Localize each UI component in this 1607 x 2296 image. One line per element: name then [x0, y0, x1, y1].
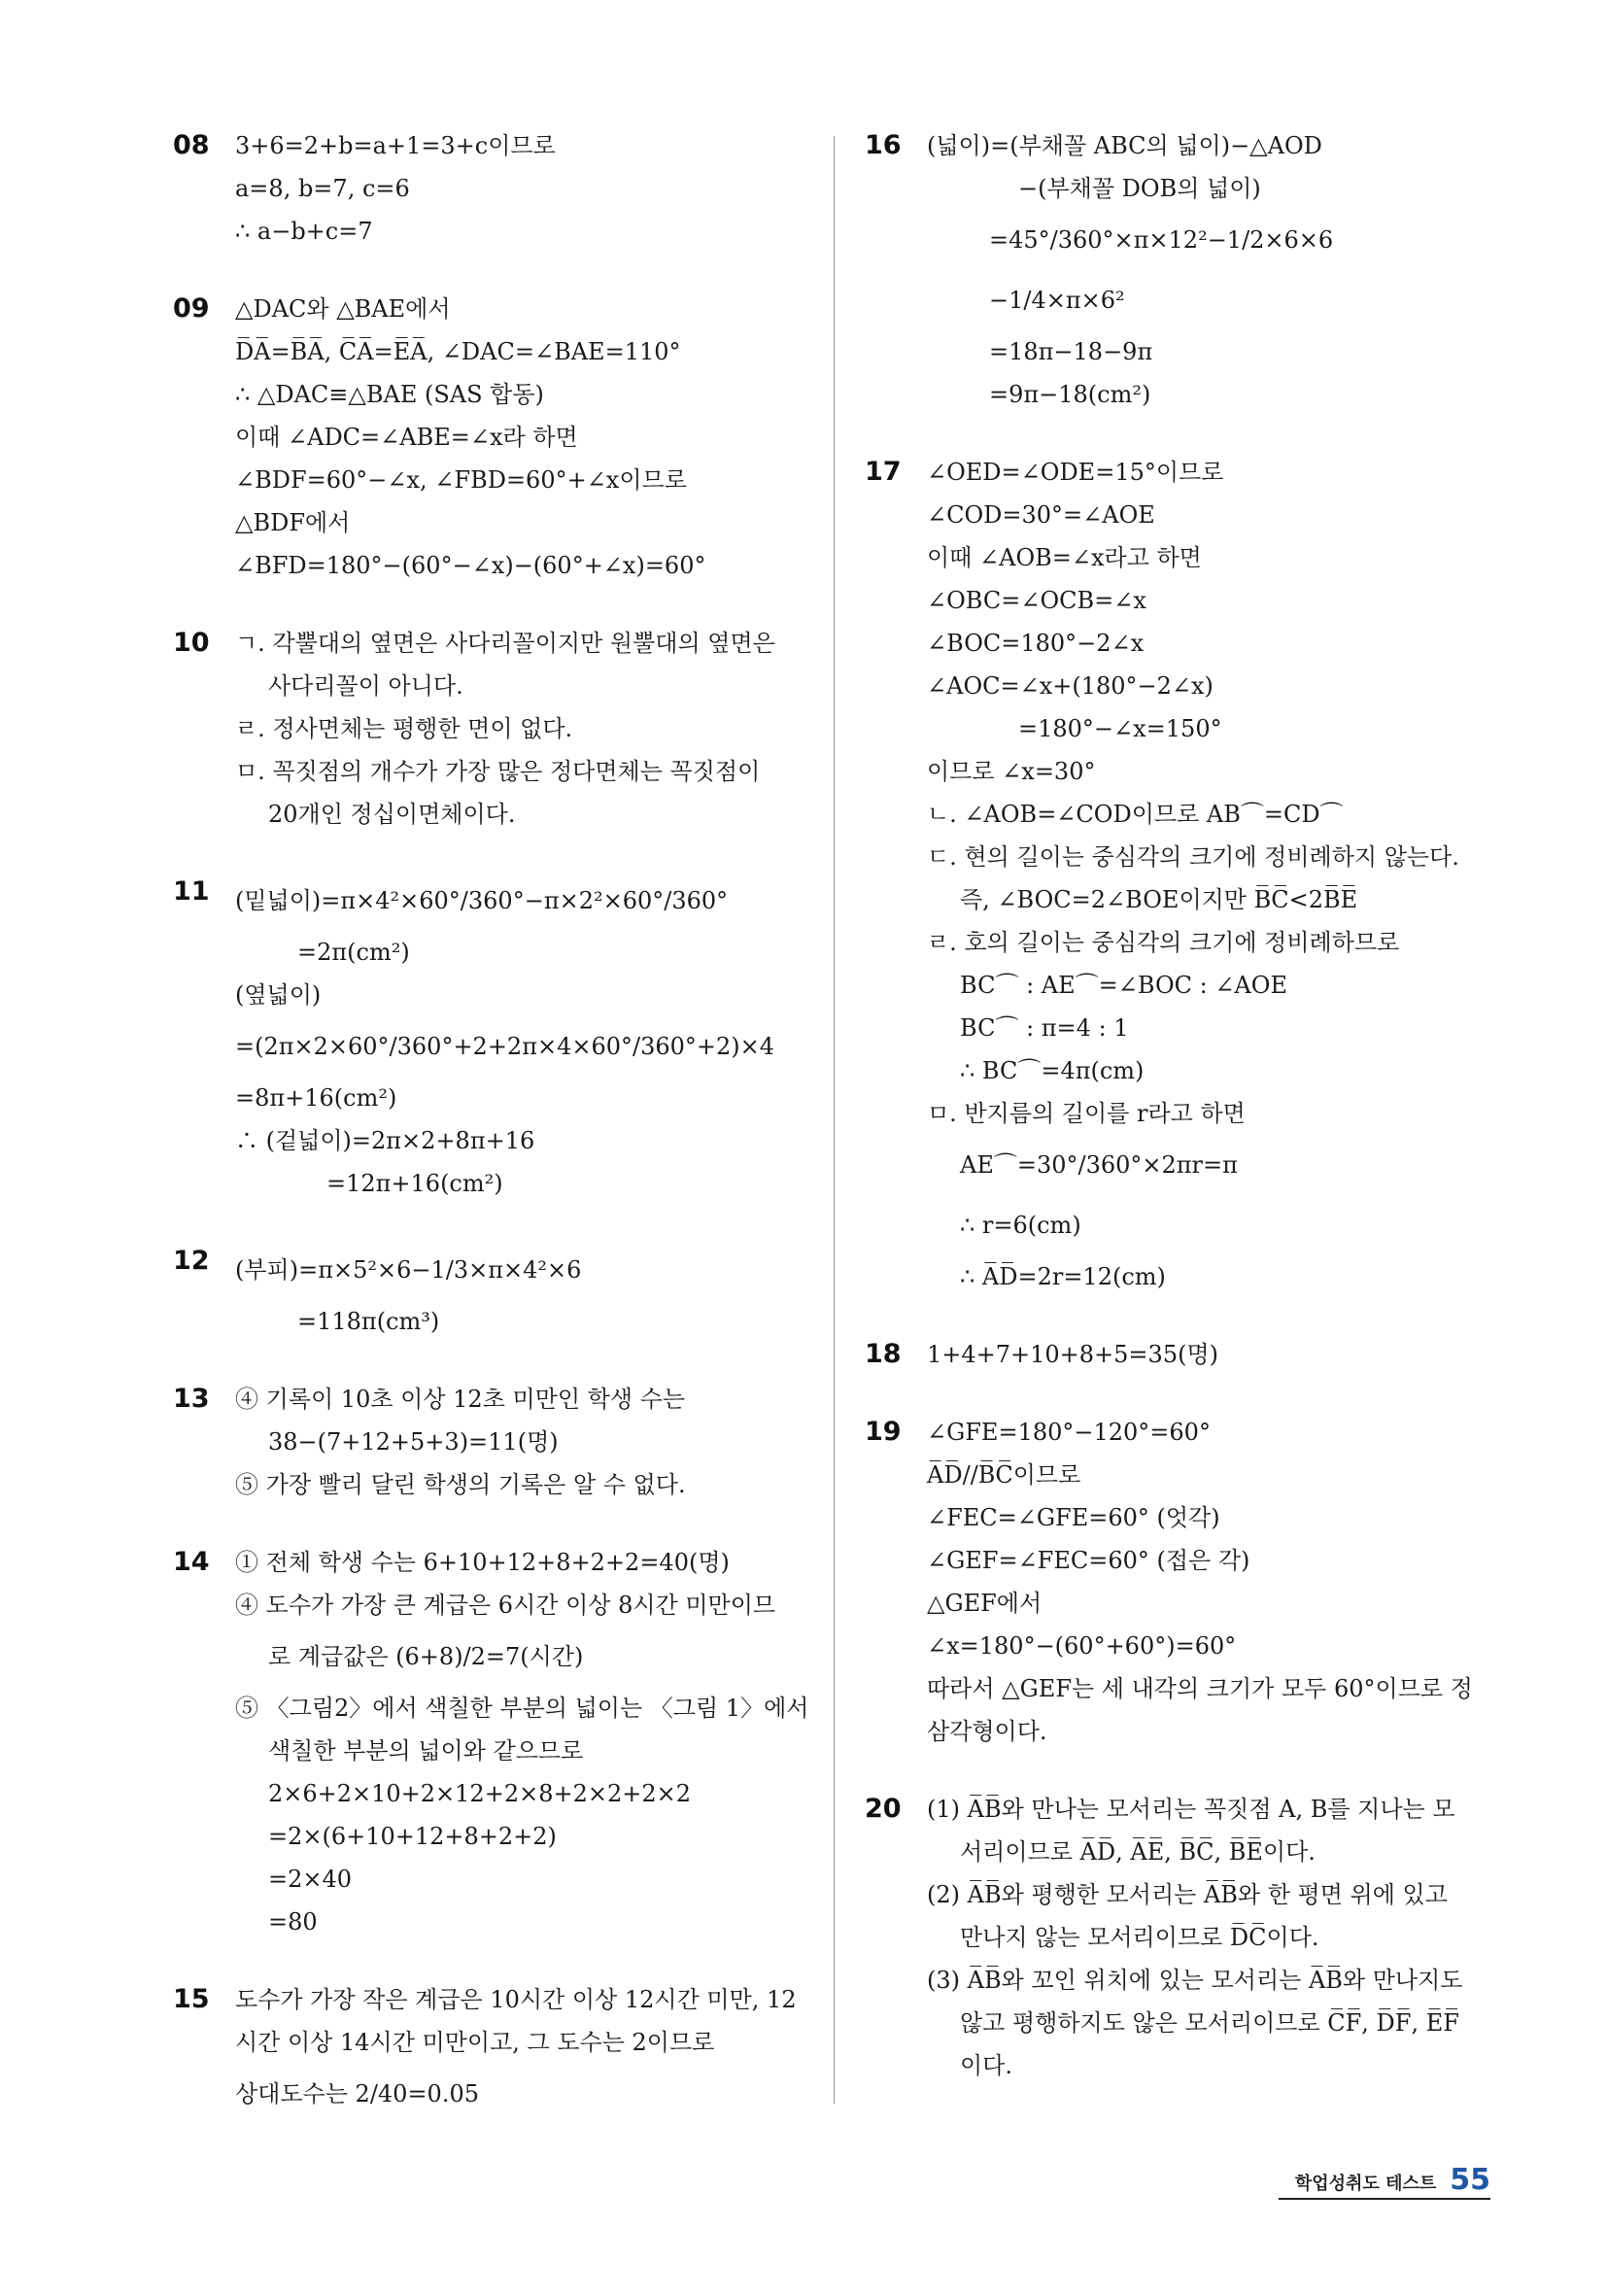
- column-divider: [834, 136, 835, 2104]
- solution-line: BC⌒ : AE⌒=∠BOC : ∠AOE: [960, 972, 1287, 999]
- solution-line: ⑤ 가장 빨리 달린 학생의 기록은 알 수 없다.: [235, 1471, 686, 1498]
- solution-line: 38−(7+12+5+3)=11(명): [268, 1428, 559, 1456]
- problem-number: 15: [173, 1984, 210, 2014]
- problem-16: [865, 124, 1496, 416]
- problem-11: [173, 871, 814, 1205]
- solution-line: △DAC와 △BAE에서: [235, 295, 451, 323]
- solution-line: (3) A̅B̅와 꼬인 위치에 있는 모서리는 A̅B̅와 만나지도: [927, 1967, 1463, 1994]
- solution-line: 않고 평행하지도 않은 모서리이므로 C̅F̅, D̅F̅, E̅F̅: [960, 2009, 1459, 2037]
- solution-line: ∴ (겉넓이)=2π×2+8π+16: [235, 1127, 535, 1154]
- solution-line: 서리이므로 A̅D̅, A̅E̅, B̅C̅, B̅E̅이다.: [960, 1838, 1316, 1866]
- problem-12: [173, 1240, 814, 1343]
- solution-line: ㄹ. 호의 길이는 중심각의 크기에 정비례하므로: [927, 929, 1400, 956]
- solution-line: ④ 기록이 10초 이상 12초 미만인 학생 수는: [235, 1386, 686, 1413]
- solution-line: 이다.: [960, 2052, 1012, 2079]
- problem-number: 11: [173, 876, 210, 907]
- solution-line: D̅A̅=B̅A̅, C̅A̅=E̅A̅, ∠DAC=∠BAE=110°: [235, 338, 681, 365]
- problem-19: [865, 1411, 1496, 1753]
- solution-line: 이때 ∠ADC=∠ABE=∠x라 하면: [235, 424, 578, 451]
- solution-line: A̅D̅//B̅C̅이므로: [927, 1461, 1081, 1489]
- problem-number: 13: [173, 1384, 210, 1414]
- problem-number: 19: [865, 1417, 902, 1447]
- problem-number: 16: [865, 130, 902, 160]
- left-column: [173, 124, 814, 2159]
- solution-line: ㄷ. 현의 길이는 중심각의 크기에 정비례하지 않는다.: [927, 843, 1459, 871]
- footer-label: 학업성취도 테스트: [1294, 2174, 1437, 2194]
- solution-line: 도수가 가장 작은 계급은 10시간 이상 12시간 미만, 12: [235, 1986, 797, 2013]
- problem-18: [865, 1333, 1496, 1376]
- problem-number: 14: [173, 1547, 210, 1577]
- solution-line: BC⌒ : π=4 : 1: [960, 1014, 1129, 1042]
- solution-line: 3+6=2+b=a+1=3+c이므로: [235, 132, 556, 159]
- solution-line: AE⌒=30°/360°×2πr=π: [960, 1151, 1238, 1179]
- solution-line: (1) A̅B̅와 만나는 모서리는 꼭짓점 A, B를 지나는 모: [927, 1796, 1455, 1823]
- page-number: 55: [1450, 2163, 1490, 2197]
- solution-line: =18π−18−9π: [989, 338, 1153, 365]
- solution-line: ∠BOC=180°−2∠x: [927, 630, 1145, 657]
- footer-rule: [1279, 2198, 1490, 2200]
- solution-line: ㄹ. 정사면체는 평행한 면이 없다.: [235, 715, 573, 742]
- solution-line: =2×40: [268, 1866, 353, 1893]
- solution-line: 로 계급값은 (6+8)/2=7(시간): [268, 1643, 584, 1670]
- solution-line: =2π(cm²): [297, 939, 410, 966]
- problem-number: 12: [173, 1246, 210, 1276]
- solution-line: −1/4×π×6²: [989, 287, 1125, 314]
- problem-15: [173, 1978, 814, 2124]
- problem-number: 10: [173, 628, 210, 658]
- solution-line: ∠GFE=180°−120°=60°: [927, 1419, 1211, 1446]
- solution-line: ∠OED=∠ODE=15°이므로: [927, 459, 1224, 486]
- problem-09: [173, 288, 814, 587]
- problem-14: [173, 1541, 814, 1943]
- solution-line: (2) A̅B̅와 평행한 모서리는 A̅B̅와 한 평면 위에 있고: [927, 1881, 1448, 1908]
- solution-line: ① 전체 학생 수는 6+10+12+8+2+2=40(명): [235, 1549, 730, 1576]
- solution-line: 따라서 △GEF는 세 내각의 크기가 모두 60°이므로 정: [927, 1675, 1473, 1702]
- solution-line: ㄱ. 각뿔대의 옆면은 사다리꼴이지만 원뿔대의 옆면은: [235, 630, 775, 657]
- solution-line: 색칠한 부분의 넓이와 같으므로: [268, 1737, 584, 1765]
- solution-line: (넓이)=(부채꼴 ABC의 넓이)−△AOD: [927, 132, 1322, 159]
- solution-line: =118π(cm³): [297, 1308, 440, 1335]
- solution-line: 시간 이상 14시간 미만이고, 그 도수는 2이므로: [235, 2029, 715, 2056]
- solution-line: 삼각형이다.: [927, 1718, 1047, 1745]
- solution-line: △GEF에서: [927, 1590, 1043, 1617]
- solution-line: ㅁ. 반지름의 길이를 r라고 하면: [927, 1100, 1246, 1127]
- problem-13: [173, 1378, 814, 1506]
- solution-line: 1+4+7+10+8+5=35(명): [927, 1341, 1218, 1368]
- solution-line: ∴ r=6(cm): [960, 1212, 1081, 1239]
- solution-line: =(2π×2×60°/360°+2+2π×4×60°/360°+2)×4: [235, 1033, 775, 1060]
- solution-line: =9π−18(cm²): [989, 381, 1151, 408]
- solution-line: (옆넓이): [235, 981, 322, 1009]
- solution-line: ㅁ. 꼭짓점의 개수가 가장 많은 정다면체는 꼭짓점이: [235, 758, 761, 785]
- solution-line: 즉, ∠BOC=2∠BOE이지만 B̅C̅<2B̅E̅: [960, 886, 1358, 913]
- solution-line: ∠FEC=∠GFE=60° (엇각): [927, 1504, 1220, 1531]
- solution-line: ∴ A̅D̅=2r=12(cm): [960, 1263, 1166, 1290]
- solution-line: ⑤ 〈그림2〉에서 색칠한 부분의 넓이는 〈그림 1〉에서: [235, 1695, 809, 1722]
- solution-line: a=8, b=7, c=6: [235, 175, 410, 202]
- problem-08: [173, 124, 814, 253]
- solution-line: ∴ △DAC≡△BAE (SAS 합동): [235, 381, 544, 408]
- solution-line: ㄴ. ∠AOB=∠COD이므로 AB⌒=CD⌒: [927, 801, 1344, 828]
- solution-line: ∠BFD=180°−(60°−∠x)−(60°+∠x)=60°: [235, 552, 706, 579]
- solution-line: =8π+16(cm²): [235, 1084, 397, 1112]
- solution-line: ∠OBC=∠OCB=∠x: [927, 587, 1146, 614]
- problem-17: [865, 451, 1496, 1298]
- solution-line: 만나지 않는 모서리이므로 D̅C̅이다.: [960, 1924, 1319, 1951]
- solution-line: (부피)=π×5²×6−1/3×π×4²×6: [235, 1256, 582, 1284]
- problem-number: 20: [865, 1794, 902, 1824]
- solution-line: 이므로 ∠x=30°: [927, 758, 1096, 785]
- solution-line: △BDF에서: [235, 509, 351, 536]
- solution-line: 20개인 정십이면체이다.: [268, 801, 516, 828]
- problem-10: [173, 622, 814, 836]
- solution-line: ∴ BC⌒=4π(cm): [960, 1057, 1145, 1084]
- page-footer: [1295, 2163, 1490, 2197]
- solution-line: =45°/360°×π×12²−1/2×6×6: [989, 226, 1334, 254]
- solution-line: 사다리꼴이 아니다.: [268, 672, 463, 700]
- solution-line: ∠BDF=60°−∠x, ∠FBD=60°+∠x이므로: [235, 466, 687, 494]
- problem-number: 09: [173, 293, 210, 324]
- solution-line: 상대도수는 2/40=0.05: [235, 2080, 479, 2108]
- problem-number: 08: [173, 130, 210, 160]
- problem-number: 17: [865, 457, 902, 487]
- solution-line: ∠AOC=∠x+(180°−2∠x): [927, 672, 1214, 700]
- solution-line: (밑넓이)=π×4²×60°/360°−π×2²×60°/360°: [235, 887, 729, 914]
- solution-line: =12π+16(cm²): [326, 1170, 503, 1197]
- solution-line: =80: [268, 1908, 318, 1936]
- solution-line: ∠GEF=∠FEC=60° (접은 각): [927, 1547, 1250, 1574]
- right-column: [865, 124, 1496, 2122]
- solution-line: 2×6+2×10+2×12+2×8+2×2+2×2: [268, 1780, 691, 1807]
- solution-line: ∠x=180°−(60°+60°)=60°: [927, 1632, 1237, 1660]
- solution-line: ∴ a−b+c=7: [235, 218, 373, 245]
- problem-20: [865, 1788, 1496, 2087]
- solution-line: ∠COD=30°=∠AOE: [927, 501, 1155, 529]
- solution-line: =2×(6+10+12+8+2+2): [268, 1823, 557, 1850]
- solution-line: ④ 도수가 가장 큰 계급은 6시간 이상 8시간 미만이므: [235, 1592, 776, 1619]
- solution-line: −(부채꼴 DOB의 넓이): [1018, 175, 1261, 202]
- solution-line: 이때 ∠AOB=∠x라고 하면: [927, 544, 1202, 571]
- problem-number: 18: [865, 1339, 902, 1369]
- solution-line: =180°−∠x=150°: [1018, 715, 1222, 742]
